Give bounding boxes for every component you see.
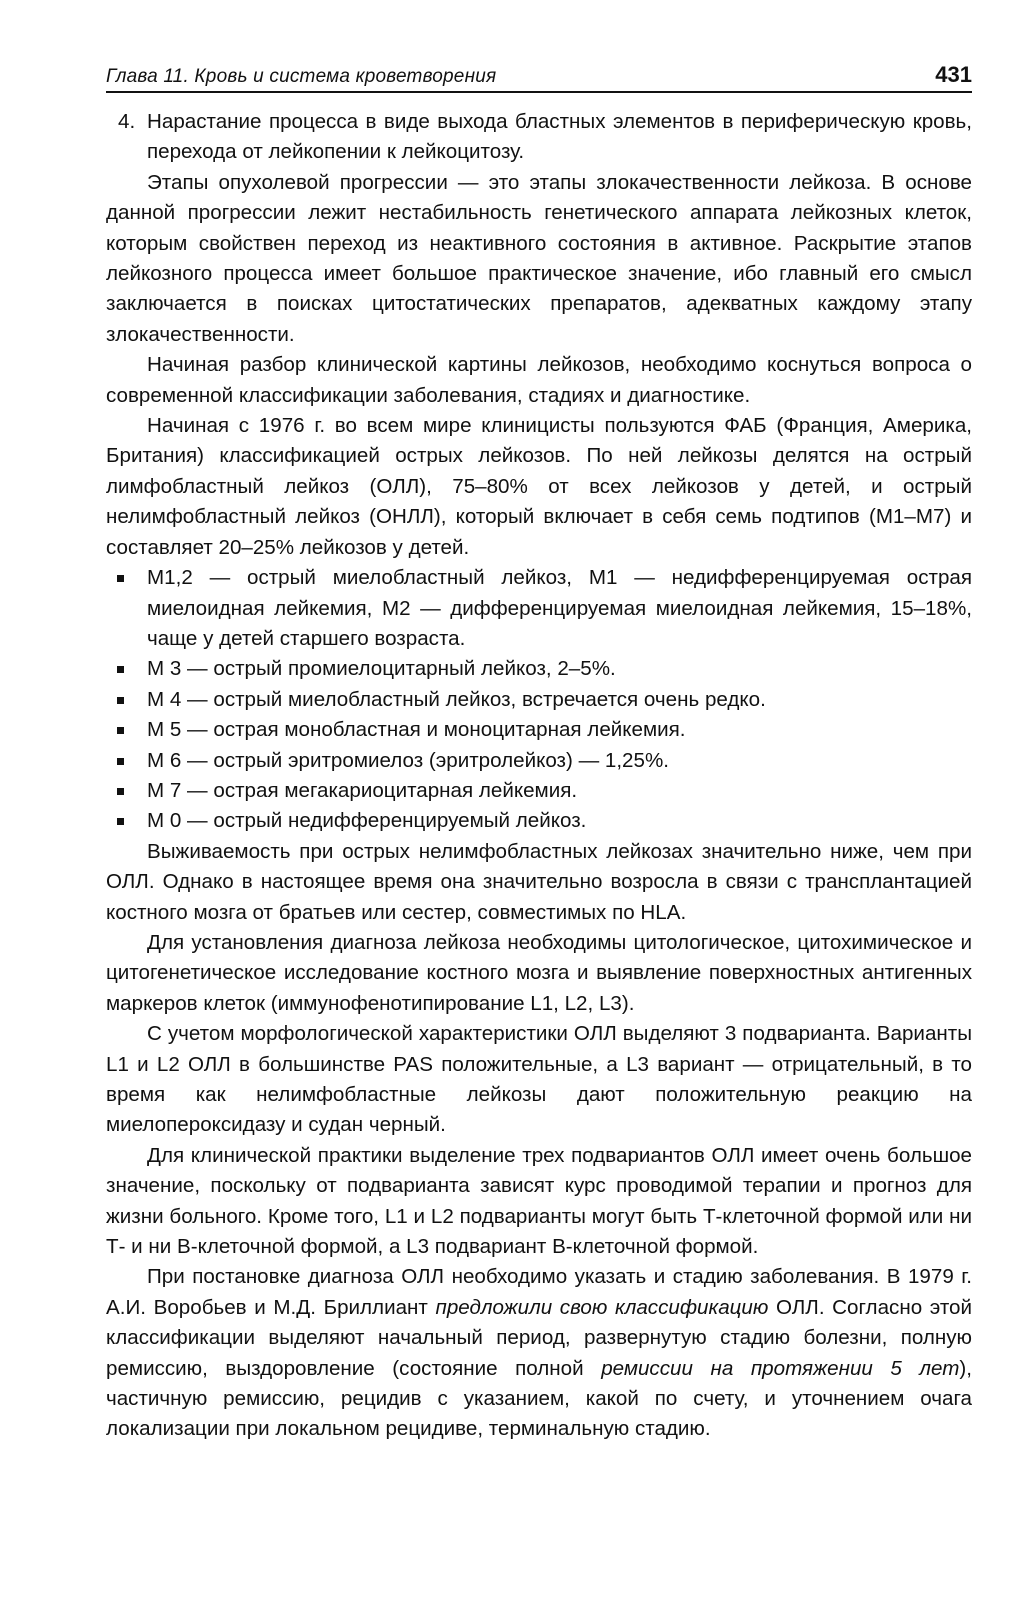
bullet-icon — [117, 697, 124, 704]
staging-text-2: предложили свою классификацию — [435, 1295, 769, 1319]
paragraph-clinical-practice: Для клинической практики выделение трех подвариантов ОЛЛ имеет очень большое значение, поскольку от подварианта зависят курс проводимой терапии и прогноз для жизни больного. Кроме того, L1 и L2 подварианты могут быть Т-клеточной формой или ни Т- и ни В-клеточной формой, а L3 подвариант В-клеточной формой. — [106, 1143, 972, 1259]
list-item-text: М1,2 — острый миелобластный лейкоз, M1 — недифференцируемая острая миелоидная лейкемия, М2 — дифференцируемая миелоидная лейкемия, 15–18%, чаще у детей старшего возраста. — [147, 566, 972, 650]
bullet-icon — [117, 758, 124, 765]
bullet-icon — [117, 575, 124, 582]
paragraph-classification-intro: Начиная разбор клинической картины лейкозов, необходимо коснуться вопроса о современной классификации заболевания, стадиях и диагностике. — [106, 353, 972, 407]
item-number: 4. — [118, 110, 136, 133]
list-item-text: М 4 — острый миелобластный лейкоз, встречается очень редко. — [147, 687, 766, 711]
staging-text-5: ), частичную ремиссию, рецидив с указанием, какой по счету, и уточнением очага локализации при локальном рецидиве, терминальную стадию. — [106, 1356, 972, 1441]
chapter-title: Глава 11. Кровь и система кроветворения — [106, 66, 497, 87]
bullet-icon — [117, 818, 124, 825]
page-body — [106, 107, 972, 1445]
list-item-text: М 5 — острая монобластная и моноцитарная лейкемия. — [147, 718, 686, 742]
book-page — [106, 56, 972, 1445]
paragraph-staging — [106, 1262, 972, 1444]
bullet-icon — [117, 788, 124, 795]
item-text: Нарастание процесса в виде выхода бластных элементов в периферическую кровь, перехода от лейкопении к лейкоцитозу. — [147, 110, 972, 164]
page-number: 431 — [935, 62, 972, 87]
list-item — [106, 685, 972, 715]
bullet-icon — [117, 727, 124, 734]
list-item — [106, 746, 972, 776]
paragraph-tumor-progression: Этапы опухолевой прогрессии — это этапы злокачественности лейкоза. В основе данной прогрессии лежит нестабильность генетического аппарата лейкозных клеток, которым свойствен переход из неактивного состояния в активное. Раскрытие этапов лейкозного процесса имеет большое практическое значение, ибо главный его смысл заключается в поисках цитостатических препаратов, адекватных каждому этапу злокачественности. — [106, 170, 972, 346]
list-item — [106, 654, 972, 684]
list-item — [106, 776, 972, 806]
paragraph-morphology: С учетом морфологической характеристики ОЛЛ выделяют 3 подварианта. Варианты L1 и L2 ОЛЛ в большинстве PAS положительные, а L3 вариант — отрицательный, в то время как нелимфобластные лейкозы дают положительную реакцию на миелопероксидазу и судан черный. — [106, 1022, 972, 1137]
list-item-text: М 6 — острый эритромиелоз (эритролейкоз) — 1,25%. — [147, 748, 669, 772]
staging-text-3: ОЛЛ. Согласно этой классификации выделяют начальный период, развернутую стадию болезни, полную ремиссию, выздоровление (состояние полной — [106, 1295, 973, 1380]
numbered-item-4 — [106, 107, 972, 168]
list-item — [106, 563, 972, 654]
list-item — [106, 806, 972, 836]
list-item-text: М 7 — острая мегакариоцитарная лейкемия. — [147, 778, 578, 802]
paragraph-survival: Выживаемость при острых нелимфобластных лейкозах значительно ниже, чем при ОЛЛ. Однако в настоящее время она значительно возросла в связи с трансплантацией костного мозга от братьев или сестер, совместимых по HLA. — [106, 839, 972, 924]
list-item-text: М 3 — острый промиелоцитарный лейкоз, 2–5%. — [147, 657, 616, 681]
list-item-text: М 0 — острый недифференцируемый лейкоз. — [147, 809, 587, 833]
staging-text-4: ремиссии на протяжении 5 лет — [601, 1356, 960, 1380]
bullet-icon — [117, 666, 124, 673]
list-item — [106, 715, 972, 745]
paragraph-diagnosis-methods: Для установления диагноза лейкоза необходимы цитологическое, цитохимическое и цитогенетическое исследование костного мозга и выявление поверхностных антигенных маркеров клеток (иммунофенотипирование L1, L2, L3). — [106, 930, 972, 1015]
staging-text-1: При постановке диагноза ОЛЛ необходимо указать и стадию заболевания. В 1979 г. А.И. Воробьев и М.Д. Бриллиант — [106, 1265, 972, 1319]
subtype-list — [106, 563, 972, 837]
paragraph-fab-classification: Начиная с 1976 г. во всем мире клиницисты пользуются ФАБ (Франция, Америка, Британия) классификацией острых лейкозов. По ней лейкозы делятся на острый лимфобластный лейкоз (ОЛЛ), 75–80% от всех лейкозов у детей, и острый нелимфобластный лейкоз (ОНЛЛ), который включает в себя семь подтипов (M1–M7) и составляет 20–25% лейкозов у детей. — [106, 414, 972, 559]
running-header — [106, 56, 972, 93]
